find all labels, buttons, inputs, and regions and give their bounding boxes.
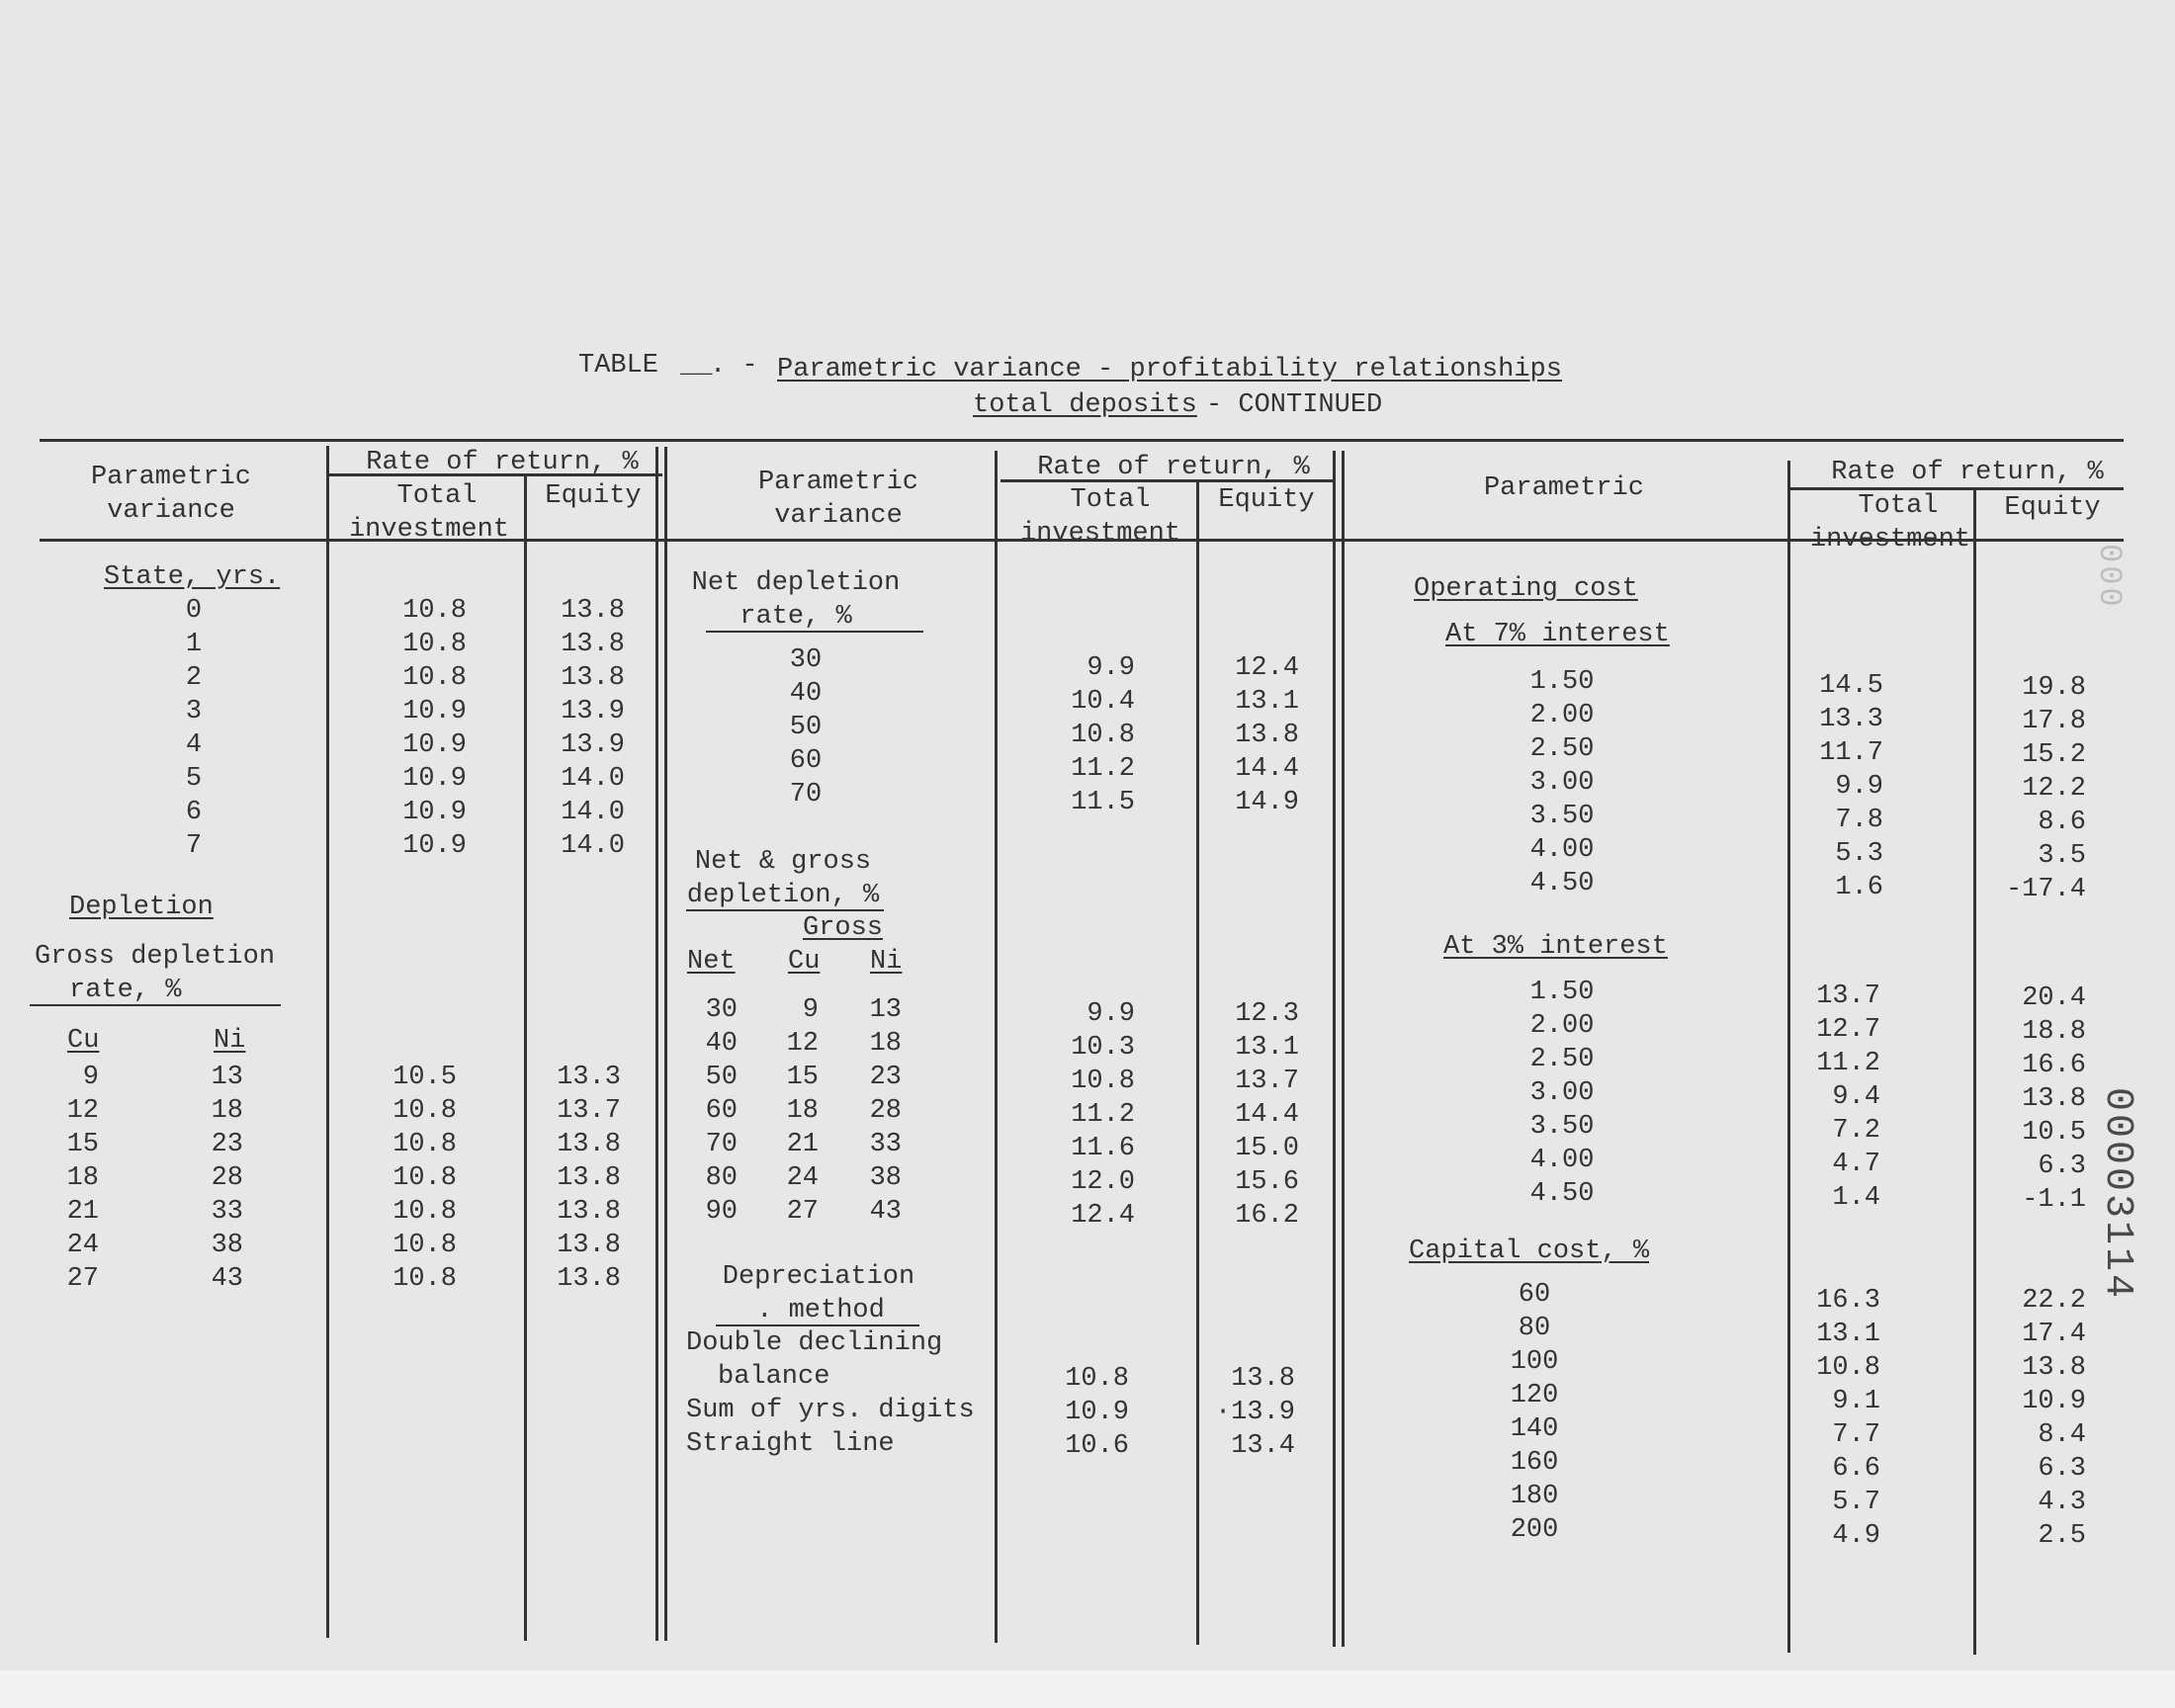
- total-investment-value: 11.2: [1816, 1049, 1880, 1078]
- column-rule: [524, 474, 527, 1641]
- equity-value: 17.4: [2022, 1320, 2086, 1349]
- equity-value: 10.9: [2022, 1387, 2086, 1416]
- capital-cost-value: 160: [1510, 1448, 1559, 1478]
- total-investment-value: 10.8: [1816, 1353, 1880, 1383]
- header-parametric: Parametric: [90, 463, 252, 492]
- equity-value: 3.5: [2038, 841, 2086, 871]
- equity-value: 14.0: [561, 798, 625, 827]
- gross-subheader: Gross: [803, 913, 884, 943]
- header-total: Total: [1070, 485, 1151, 515]
- header-variance: variance: [107, 496, 235, 526]
- net-value: 90: [705, 1197, 738, 1227]
- table-top-rule: [40, 439, 2124, 442]
- equity-value: 13.3: [557, 1063, 621, 1092]
- header-rate-of-return: Rate of return, %: [1037, 453, 1310, 482]
- total-investment-value: 1.4: [1832, 1183, 1880, 1213]
- depreciation-underline: [716, 1324, 919, 1326]
- depreciation-method-name: Straight line: [686, 1429, 895, 1459]
- equity-value: 15.2: [2022, 740, 2086, 770]
- column-rule: [1973, 490, 1976, 1655]
- net-value: 30: [705, 995, 738, 1025]
- equity-value: 18.8: [2022, 1017, 2086, 1047]
- header-rate-of-return: Rate of return, %: [366, 448, 639, 477]
- total-investment-value: 10.9: [402, 764, 467, 794]
- equity-value: ·13.9: [1214, 1398, 1295, 1427]
- equity-value: 13.8: [557, 1231, 621, 1260]
- equity-value: 12.4: [1235, 653, 1299, 683]
- equity-value: 13.8: [557, 1130, 621, 1159]
- equity-value: 14.4: [1235, 1100, 1299, 1130]
- capital-cost-value: 120: [1510, 1381, 1559, 1410]
- equity-value: 8.6: [2038, 808, 2086, 837]
- net-value: 50: [705, 1063, 738, 1092]
- net-subheader: Net: [687, 947, 736, 977]
- cu-value: 9: [802, 995, 819, 1025]
- total-investment-value: 9.9: [1087, 653, 1135, 683]
- total-investment-value: 13.7: [1816, 982, 1880, 1011]
- ni-value: 43: [869, 1197, 902, 1227]
- total-investment-value: 9.9: [1835, 772, 1883, 802]
- total-investment-value: 13.3: [1819, 705, 1883, 734]
- gross-depletion-rate-label: rate, %: [69, 976, 182, 1005]
- equity-value: 13.1: [1235, 687, 1299, 717]
- equity-value: 14.0: [561, 831, 625, 861]
- total-investment-value: 11.5: [1071, 788, 1135, 817]
- operating-cost-value: 4.50: [1529, 869, 1595, 898]
- table-title-continued: - CONTINUED: [1206, 390, 1383, 420]
- net-gross-underline: [686, 909, 884, 911]
- cu-value: 15: [66, 1130, 99, 1159]
- total-investment-value: 10.3: [1071, 1033, 1135, 1063]
- total-investment-value: 10.9: [1065, 1398, 1129, 1427]
- total-investment-value: 12.7: [1816, 1015, 1880, 1045]
- header-parametric: Parametric: [1483, 473, 1645, 503]
- state-value: 0: [185, 596, 203, 626]
- cu-value: 15: [786, 1063, 819, 1092]
- equity-value: 13.7: [1235, 1067, 1299, 1096]
- at-7-interest-label: At 7% interest: [1445, 620, 1670, 649]
- total-investment-value: 10.8: [1065, 1364, 1129, 1394]
- total-investment-value: 10.8: [392, 1231, 457, 1260]
- equity-value: 8.4: [2038, 1420, 2086, 1450]
- equity-value: 13.8: [2022, 1084, 2086, 1114]
- total-investment-value: 10.8: [402, 596, 467, 626]
- total-investment-value: 16.3: [1816, 1286, 1880, 1316]
- total-investment-value: 6.6: [1832, 1454, 1880, 1484]
- cu-value: 27: [786, 1197, 819, 1227]
- total-investment-value: 10.9: [402, 730, 467, 760]
- net-rate-value: 50: [789, 713, 823, 742]
- equity-value: 13.8: [1235, 721, 1299, 750]
- total-investment-value: 11.6: [1071, 1134, 1135, 1163]
- total-investment-value: 10.5: [392, 1063, 457, 1092]
- total-investment-value: 9.9: [1087, 999, 1135, 1029]
- state-value: 1: [185, 630, 203, 659]
- cu-value: 21: [786, 1130, 819, 1159]
- scan-border: [0, 1670, 2175, 1708]
- net-value: 60: [705, 1096, 738, 1126]
- equity-value: 13.4: [1231, 1431, 1295, 1461]
- operating-cost-label: Operating cost: [1414, 574, 1638, 604]
- total-investment-value: 12.0: [1071, 1167, 1135, 1197]
- capital-cost-value: 80: [1518, 1314, 1551, 1343]
- cu-value: 12: [786, 1029, 819, 1059]
- total-investment-value: 9.4: [1832, 1082, 1880, 1112]
- net-rate-value: 40: [789, 679, 823, 709]
- total-investment-value: 10.8: [392, 1096, 457, 1126]
- total-investment-value: 10.8: [392, 1163, 457, 1193]
- equity-value: 12.2: [2022, 774, 2086, 804]
- net-depletion-underline: [706, 631, 923, 633]
- equity-value: -17.4: [2005, 875, 2086, 904]
- ni-value: 38: [869, 1163, 902, 1193]
- net-rate-value: 70: [789, 780, 823, 810]
- equity-value: 19.8: [2022, 673, 2086, 703]
- total-investment-value: 10.8: [402, 630, 467, 659]
- depreciation-method-name: Double declining: [686, 1328, 943, 1358]
- total-investment-value: 10.6: [1065, 1431, 1129, 1461]
- net-rate-value: 60: [789, 746, 823, 776]
- state-value: 5: [185, 764, 203, 794]
- state-value: 4: [185, 730, 203, 760]
- equity-value: 13.8: [2022, 1353, 2086, 1383]
- column-rule: [1196, 480, 1199, 1645]
- state-years-label: State, yrs.: [104, 562, 281, 592]
- header-equity: Equity: [1218, 485, 1315, 515]
- net-gross-label: Net & gross: [694, 847, 872, 877]
- operating-cost-value: 2.50: [1529, 1045, 1595, 1074]
- ni-value: 43: [211, 1264, 243, 1294]
- section-rule: [664, 447, 667, 1641]
- header-investment: investment: [1019, 519, 1181, 549]
- total-investment-value: 9.1: [1832, 1387, 1880, 1416]
- total-investment-value: 4.7: [1832, 1150, 1880, 1179]
- ni-value: 28: [869, 1096, 902, 1126]
- equity-value: 20.4: [2022, 983, 2086, 1013]
- state-value: 7: [185, 831, 203, 861]
- header-equity: Equity: [2004, 493, 2101, 523]
- total-investment-value: 10.4: [1071, 687, 1135, 717]
- net-depletion-label: Net depletion: [691, 568, 901, 598]
- operating-cost-value: 1.50: [1529, 978, 1595, 1007]
- equity-value: -1.1: [2022, 1185, 2086, 1215]
- total-investment-value: 10.8: [402, 663, 467, 693]
- operating-cost-value: 4.00: [1529, 1146, 1595, 1175]
- ni-value: 18: [211, 1096, 243, 1126]
- depreciation-method-name: balance: [718, 1362, 830, 1392]
- total-investment-value: 10.8: [1071, 721, 1135, 750]
- total-investment-value: 7.8: [1835, 806, 1883, 835]
- header-total: Total: [1858, 491, 1939, 521]
- table-title-line1: Parametric variance - profitability relationships: [777, 355, 1562, 384]
- equity-value: 13.8: [557, 1264, 621, 1294]
- ni-label: Ni: [214, 1026, 246, 1056]
- gross-depletion-underline: [30, 1004, 281, 1006]
- total-investment-value: 11.2: [1071, 1100, 1135, 1130]
- net-value: 40: [705, 1029, 738, 1059]
- equity-value: 13.8: [561, 596, 625, 626]
- ni-value: 13: [869, 995, 902, 1025]
- ni-value: 23: [869, 1063, 902, 1092]
- ni-value: 33: [211, 1197, 243, 1227]
- ni-value: 18: [869, 1029, 902, 1059]
- capital-cost-value: 180: [1510, 1482, 1559, 1511]
- total-investment-value: 11.7: [1819, 738, 1883, 768]
- equity-value: 13.8: [557, 1197, 621, 1227]
- depreciation-method-label: . method: [756, 1296, 885, 1325]
- equity-value: 13.8: [561, 663, 625, 693]
- cu-label: Cu: [67, 1026, 100, 1056]
- equity-value: 13.1: [1235, 1033, 1299, 1063]
- cu-value: 21: [66, 1197, 99, 1227]
- ni-subheader: Ni: [870, 947, 903, 977]
- total-investment-value: 14.5: [1819, 671, 1883, 701]
- total-investment-value: 10.9: [402, 831, 467, 861]
- equity-value: 13.9: [561, 730, 625, 760]
- cu-value: 24: [786, 1163, 819, 1193]
- net-value: 80: [705, 1163, 738, 1193]
- ni-value: 33: [869, 1130, 902, 1159]
- header-total: Total: [396, 481, 478, 511]
- capital-cost-value: 60: [1518, 1280, 1551, 1310]
- header-rate-of-return: Rate of return, %: [1831, 458, 2104, 487]
- title-separator: . -: [710, 351, 758, 381]
- total-investment-value: 7.7: [1832, 1420, 1880, 1450]
- equity-value: 13.8: [561, 630, 625, 659]
- cu-value: 24: [66, 1231, 99, 1260]
- equity-value: 13.9: [561, 697, 625, 726]
- state-value: 2: [185, 663, 203, 693]
- column-rule: [995, 451, 998, 1643]
- total-investment-value: 11.2: [1071, 754, 1135, 784]
- ni-value: 28: [211, 1163, 243, 1193]
- state-value: 6: [185, 798, 203, 827]
- total-investment-value: 10.8: [392, 1264, 457, 1294]
- section-rule: [655, 447, 658, 1641]
- equity-value: 15.6: [1235, 1167, 1299, 1197]
- operating-cost-value: 2.00: [1529, 1011, 1595, 1041]
- operating-cost-value: 3.00: [1529, 768, 1595, 798]
- equity-value: 14.9: [1235, 788, 1299, 817]
- capital-cost-label: Capital cost, %: [1409, 1237, 1650, 1266]
- depreciation-label: Depreciation: [722, 1262, 915, 1292]
- cu-value: 27: [66, 1264, 99, 1294]
- cu-value: 12: [66, 1096, 99, 1126]
- operating-cost-value: 2.00: [1529, 701, 1595, 730]
- equity-value: 6.3: [2038, 1454, 2086, 1484]
- total-investment-value: 4.9: [1832, 1521, 1880, 1551]
- equity-value: 13.7: [557, 1096, 621, 1126]
- capital-cost-value: 140: [1510, 1414, 1559, 1444]
- equity-value: 6.3: [2038, 1152, 2086, 1181]
- equity-value: 14.4: [1235, 754, 1299, 784]
- net-rate-value: 30: [789, 645, 823, 675]
- equity-value: 13.8: [557, 1163, 621, 1193]
- operating-cost-value: 3.00: [1529, 1078, 1595, 1108]
- total-investment-value: 12.4: [1071, 1201, 1135, 1231]
- operating-cost-value: 3.50: [1529, 1112, 1595, 1142]
- total-investment-value: 5.7: [1832, 1488, 1880, 1517]
- net-gross-depletion-label: depletion, %: [686, 881, 880, 910]
- depreciation-method-name: Sum of yrs. digits: [686, 1396, 975, 1425]
- operating-cost-value: 4.50: [1529, 1179, 1595, 1209]
- equity-value: 13.8: [1231, 1364, 1295, 1394]
- faint-stamp: 000: [2091, 544, 2128, 610]
- net-value: 70: [705, 1130, 738, 1159]
- table-label: TABLE: [578, 351, 659, 381]
- total-investment-value: 10.8: [392, 1130, 457, 1159]
- state-value: 3: [185, 697, 203, 726]
- column-rule: [326, 446, 329, 1638]
- ni-value: 38: [211, 1231, 243, 1260]
- page-stamp: 00003114: [2095, 1087, 2139, 1302]
- equity-value: 2.5: [2038, 1521, 2086, 1551]
- operating-cost-value: 2.50: [1529, 734, 1595, 764]
- equity-value: 14.0: [561, 764, 625, 794]
- total-investment-value: 10.8: [1071, 1067, 1135, 1096]
- operating-cost-value: 4.00: [1529, 835, 1595, 865]
- table-number-blank: __: [680, 351, 713, 381]
- section-rule: [1333, 451, 1336, 1647]
- equity-value: 12.3: [1235, 999, 1299, 1029]
- equity-value: 10.5: [2022, 1118, 2086, 1148]
- at-3-interest-label: At 3% interest: [1443, 932, 1668, 962]
- header-variance: variance: [774, 501, 903, 531]
- total-investment-value: 7.2: [1832, 1116, 1880, 1146]
- operating-cost-value: 1.50: [1529, 667, 1595, 697]
- table-title-line2: total deposits: [973, 390, 1197, 420]
- capital-cost-value: 200: [1510, 1515, 1559, 1545]
- section-rule: [1342, 451, 1345, 1647]
- capital-cost-value: 100: [1510, 1347, 1559, 1377]
- equity-value: 16.2: [1235, 1201, 1299, 1231]
- cu-value: 18: [786, 1096, 819, 1126]
- column-rule: [1787, 461, 1790, 1653]
- total-investment-value: 10.9: [402, 798, 467, 827]
- total-investment-value: 10.9: [402, 697, 467, 726]
- cu-value: 18: [66, 1163, 99, 1193]
- total-investment-value: 13.1: [1816, 1320, 1880, 1349]
- header-parametric: Parametric: [757, 468, 919, 497]
- total-investment-value: 10.8: [392, 1197, 457, 1227]
- total-investment-value: 5.3: [1835, 839, 1883, 869]
- header-equity: Equity: [545, 481, 642, 511]
- equity-value: 4.3: [2038, 1488, 2086, 1517]
- total-investment-value: 1.6: [1835, 873, 1883, 902]
- equity-value: 22.2: [2022, 1286, 2086, 1316]
- operating-cost-value: 3.50: [1529, 802, 1595, 831]
- cu-subheader: Cu: [788, 947, 821, 977]
- cu-value: 9: [82, 1063, 99, 1092]
- ni-value: 23: [211, 1130, 243, 1159]
- header-investment: investment: [348, 515, 510, 545]
- equity-value: 16.6: [2022, 1051, 2086, 1080]
- depletion-label: Depletion: [69, 893, 214, 922]
- net-depletion-rate-label: rate, %: [740, 602, 852, 632]
- ni-value: 13: [211, 1063, 243, 1092]
- gross-depletion-label: Gross depletion: [35, 942, 276, 972]
- header-investment: investment: [1809, 525, 1971, 555]
- equity-value: 15.0: [1235, 1134, 1299, 1163]
- equity-value: 17.8: [2022, 707, 2086, 736]
